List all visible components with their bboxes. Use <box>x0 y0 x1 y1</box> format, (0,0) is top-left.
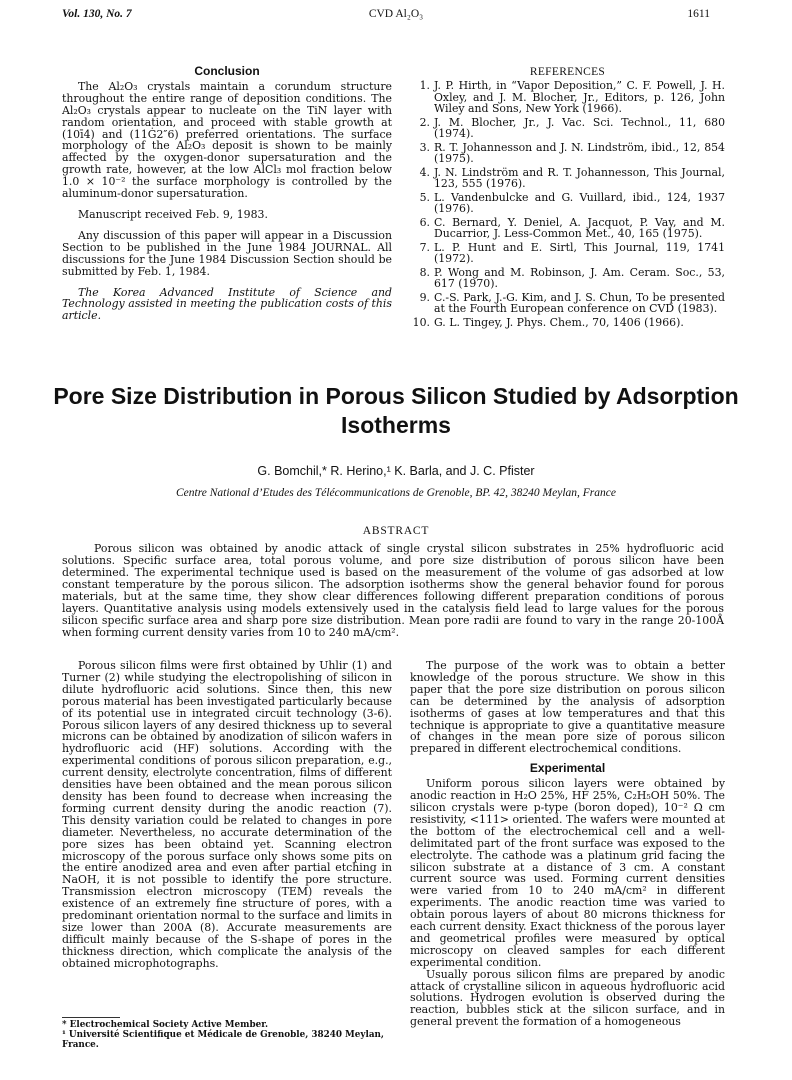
footnote-rule <box>62 1017 120 1018</box>
reference-text: J. N. Lindström and R. T. Johannesson, This Journal, 123, 555 (1976). <box>434 165 725 190</box>
footnotes <box>62 1020 392 1050</box>
references-heading: REFERENCES <box>529 66 606 78</box>
running-title: CVD Al₂O₃ <box>368 8 424 20</box>
reference-text: C.-S. Park, J.-G. Kim, and J. S. Chun, To be presented at the Fourth European conference on CVD (1983). <box>434 290 725 315</box>
reference-item <box>410 292 725 315</box>
conclusion-paragraph: The Al₂O₃ crystals maintain a corundum structure throughout the entire range of deposition conditions. The Al₂O₃ crystals appear to nucleate on the TiN layer with random orientation, and proceed with stable growth at (10ī4) and (11Ġ2″6) preferred orientations. The surface morphology of the Al₂O₃ deposit is shown to be mainly affected by the oxygen-donor supersaturation and the growth rate, however, at the low AlCl₃ mol fraction below 1.0 × 10⁻² the surface morphology is controlled by the aluminum-donor supersaturation. <box>62 79 392 201</box>
journal-volume: Vol. 130, No. 7 <box>62 8 132 20</box>
reference-number: 3. <box>419 140 430 154</box>
reference-number: 4. <box>419 165 430 179</box>
article-affiliation: Centre National d’Etudes des Télécommunications de Grenoble, BP. 42, 38240 Meylan, France <box>175 487 616 499</box>
abstract-text: Porous silicon was obtained by anodic attack of single crystal silicon substrates in 25% hydrofluoric acid solutions. Specific surface area, total porous volume, and pore size distribution of porous silicon have been determined. The experimental technique used is based on the measurement of the volume of gas adsorbed at low constant temperature by the porous silicon. The adsorption isotherms show the general behavior found for porous materials, but at the same time, they show clear differences following different preparation conditions of porous layers. Quantitative analysis using models extensively used in the catalysis field lead to large values for the porous silicon specific surface area and sharp pore size distribution. Mean pore radii are found to vary in the range 20-100Å when forming current density varies from 10 to 240 mA/cm². <box>62 542 724 639</box>
experimental-paragraph: Usually porous silicon films are prepared by anodic attack of crystalline silicon in aqueous hydrofluoric acid solutions. Hydrogen evolution is observed during the reaction, bubbles stick at the silicon surface, and in general prevent the formation of a homogeneous <box>410 967 725 1029</box>
body-right-column <box>410 660 725 1028</box>
reference-text: G. L. Tingey, J. Phys. Chem., 70, 1406 (1966). <box>434 315 684 329</box>
manuscript-received: Manuscript received Feb. 9, 1983. <box>78 207 268 221</box>
reference-number: 5. <box>419 190 430 204</box>
abstract <box>62 543 724 639</box>
experimental-paragraph: Uniform porous silicon layers were obtained by anodic reaction in H₂O 25%, HF 25%, C₂H₅OH 50%. The silicon crystals were p-type (boron doped), 10⁻² Ω cm resistivity, <111> oriented. The wafers were mounted at the bottom of the electrochemical cell and a well-delimitated part of the front surface was exposed to the electrolyte. The cathode was a platinum grid facing the silicon substrate at a distance of 3 cm. A constant current source was used. Forming current densities were varied from 10 to 240 mA/cm² in different experiments. The anodic reaction time was varied to obtain porous layers of about 80 microns thickness for each current density. Exact thickness of the porous layer and geometrical profiles were measured by optical microscopy on cleaved samples for each different experimental condition. <box>410 777 725 969</box>
reference-number: 9. <box>419 290 430 304</box>
purpose-paragraph: The purpose of the work was to obtain a better knowledge of the porous structure. We show in this paper that the pore size distribution on porous silicon can be determined by the analysis of adsorption isotherms of gases at low temperatures and that this technique is appropriate to give a quantitative measure of changes in the mean pore size of porous silicon prepared in different electrochemical conditions. <box>410 659 725 756</box>
reference-item <box>410 167 725 190</box>
reference-item <box>410 80 725 115</box>
reference-text: C. Bernard, Y. Deniel, A. Jacquot, P. Vay, and M. Ducarrior, J. Less-Common Met., 40, 165 (1975). <box>434 215 725 240</box>
experimental-heading: Experimental <box>529 761 606 776</box>
reference-number: 2. <box>419 115 430 129</box>
reference-text: R. T. Johannesson and J. N. Lindström, ibid., 12, 854 (1975). <box>434 140 725 165</box>
reference-number: 10. <box>412 315 430 329</box>
reference-number: 6. <box>419 215 430 229</box>
reference-text: P. Wong and M. Robinson, J. Am. Ceram. Soc., 53, 617 (1970). <box>434 265 725 290</box>
reference-item <box>410 217 725 240</box>
reference-item <box>410 317 725 329</box>
footnote-item: ¹ Université Scientifique et Médicale de Grenoble, 38240 Meylan, France. <box>62 1030 384 1050</box>
intro-paragraph: Porous silicon films were first obtained by Uhlir (1) and Turner (2) while studying the electropolishing of silicon in dilute hydrofluoric acid solutions. Since then, this new porous material has been investigated particularly because of its potential use in integrated circuit technology (3-6). Porous silicon layers of any desired thickness up to several microns can be obtained by anodization of silicon wafers in hydrofluoric acid (HF) solutions. According with the experimental conditions of porous silicon preparation, e.g., current density, electrolyte concentration, films of different densities have been obtained and the mean porous silicon density has been found to decrease when increasing the forming current density during the anodic reaction (7). This density variation could be related to changes in pore diameter. Nevertheless, no accurate determination of the pore sizes has been obtaind yet. Scanning electron microscopy of the porous surface only shows some pits on the entire anodized area and even after partial etching in NaOH, it is not possible to identify the pore structure. Transmission electron microscopy (TEM) reveals the existence of an extremely fine structure of pores, with a predominant orientation normal to the surface and limits in size lower than 200A (8). Accurate measurements are difficult mainly because of the S-shape of pores in the thickness direction, which complicate the analysis of the obtained microphotographs. <box>62 659 393 970</box>
reference-item <box>410 267 725 290</box>
article-authors: G. Bomchil,* R. Herino,¹ K. Barla, and J. C. Pfister <box>257 464 535 478</box>
reference-item <box>410 142 725 165</box>
footnote-item: * Electrochemical Society Active Member. <box>62 1020 269 1030</box>
reference-text: L. P. Hunt and E. Sirtl, This Journal, 119, 1741 (1972). <box>434 240 725 265</box>
reference-number: 1. <box>419 79 430 92</box>
references-list <box>410 80 725 328</box>
page-number: 1611 <box>687 8 710 20</box>
reference-text: J. P. Hirth, in “Vapor Deposition,” C. F. Powell, J. H. Oxley, and J. M. Blocher, Jr., Editors, p. 126, John Wiley and Sons, New York (1966). <box>434 79 725 115</box>
conclusion-heading: Conclusion <box>194 64 260 78</box>
reference-text: J. M. Blocher, Jr., J. Vac. Sci. Technol., 11, 680 (1974). <box>434 115 725 140</box>
body-left-column <box>62 660 392 970</box>
reference-item <box>410 242 725 265</box>
reference-text: L. Vandenbulcke and G. Vuillard, ibid., 124, 1937 (1976). <box>434 190 725 215</box>
acknowledgment: The Korea Advanced Institute of Science and Technology assisted in meeting the publication costs of this article. <box>62 285 392 323</box>
reference-item <box>410 192 725 215</box>
reference-item <box>410 117 725 140</box>
references-section <box>410 66 725 330</box>
reference-number: 7. <box>419 240 430 254</box>
abstract-heading: ABSTRACT <box>362 525 430 537</box>
reference-number: 8. <box>419 265 430 279</box>
article-title: Pore Size Distribution in Porous Silicon Studied by Adsorption Isotherms <box>53 383 739 438</box>
conclusion-section <box>62 66 392 322</box>
discussion-note: Any discussion of this paper will appear in a Discussion Section to be published in the June 1984 JOURNAL. All discussions for the June 1984 Discussion Section should be submitted by Feb. 1, 1984. <box>62 228 392 278</box>
